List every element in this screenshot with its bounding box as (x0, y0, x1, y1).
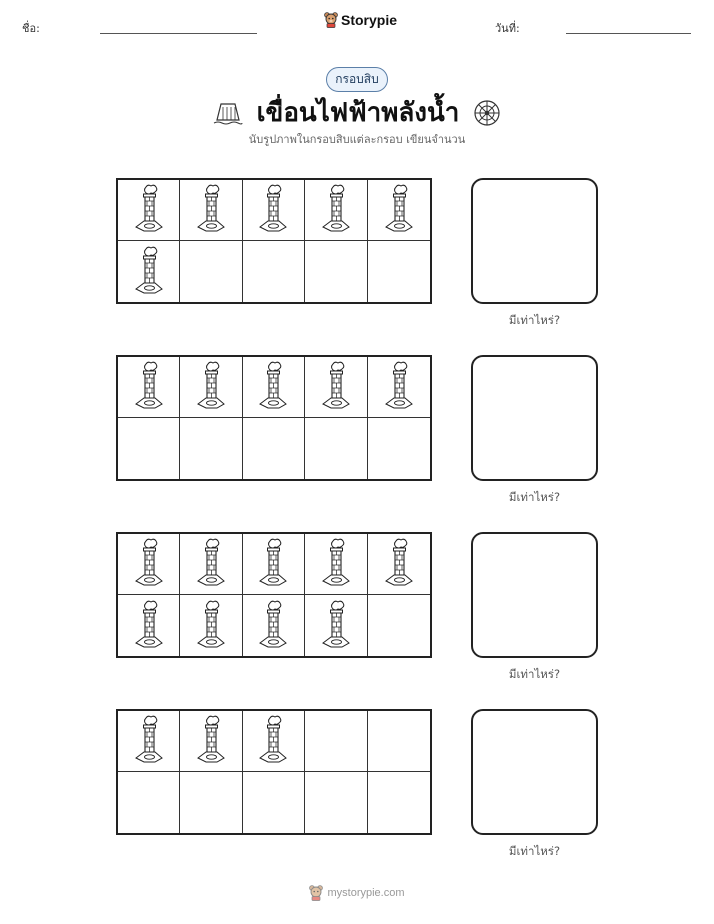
ten-frame-cell (180, 241, 242, 302)
date-field[interactable] (566, 33, 691, 34)
chimney-icon (258, 537, 288, 591)
chimney-icon (134, 360, 164, 414)
ten-frame-cell (368, 241, 430, 302)
dam-icon (213, 100, 243, 126)
ten-frame-cell (180, 772, 242, 833)
brand-name: Storypie (341, 12, 398, 28)
chimney-icon (134, 599, 164, 653)
ten-frame-cell (368, 357, 430, 418)
ten-frame-cell (118, 357, 180, 418)
ten-frame-cell (305, 418, 367, 479)
chimney-icon (196, 360, 226, 414)
ten-frame-cell (305, 595, 367, 656)
question-label-2: มีเท่าไหร่? (508, 490, 561, 504)
ten-frame-cell (305, 534, 367, 595)
chimney-icon (258, 360, 288, 414)
footer-url[interactable]: mystorypie.com (327, 887, 405, 899)
chimney-icon (134, 183, 164, 237)
ten-frame-4 (116, 709, 432, 835)
chimney-icon (196, 714, 226, 768)
storypie-bear-logo-icon (324, 12, 338, 28)
ten-frame-cell (118, 418, 180, 479)
ten-frame-cell (180, 595, 242, 656)
ten-frame-cell (305, 772, 367, 833)
ten-frame-cell (243, 711, 305, 772)
ten-frame-cell (118, 534, 180, 595)
ten-frame-cell (368, 772, 430, 833)
ten-frame-cell (368, 711, 430, 772)
chimney-icon (321, 360, 351, 414)
ten-frame-cell (368, 595, 430, 656)
chimney-icon (196, 599, 226, 653)
footer (0, 885, 714, 901)
answer-box-3[interactable] (471, 532, 598, 658)
ten-frame-cell (305, 357, 367, 418)
page-title: เขื่อนไฟฟ้าพลังน้ำ (256, 98, 460, 128)
name-field[interactable] (100, 33, 257, 34)
ten-frame-cell (118, 241, 180, 302)
brand (324, 12, 397, 28)
ten-frame-1 (116, 178, 432, 304)
ten-frame-cell (180, 534, 242, 595)
chimney-icon (196, 183, 226, 237)
answer-box-4[interactable] (471, 709, 598, 835)
chimney-icon (384, 537, 414, 591)
chimney-icon (384, 183, 414, 237)
ten-frame-3 (116, 532, 432, 658)
chimney-icon (321, 183, 351, 237)
ten-frame-cell (118, 711, 180, 772)
ten-frame-cell (118, 180, 180, 241)
question-label-1: มีเท่าไหร่? (508, 313, 561, 327)
ten-frame-cell (368, 534, 430, 595)
ten-frame-cell (243, 595, 305, 656)
chimney-icon (134, 714, 164, 768)
name-label: ชื่อ: (22, 22, 40, 35)
water-wheel-icon (473, 99, 501, 127)
chimney-icon (258, 714, 288, 768)
ten-frame-cell (368, 180, 430, 241)
chimney-icon (258, 183, 288, 237)
ten-frame-cell (118, 595, 180, 656)
ten-frame-cell (243, 772, 305, 833)
ten-frame-cell (305, 711, 367, 772)
chimney-icon (258, 599, 288, 653)
title-row (0, 92, 714, 133)
ten-frame-cell (243, 241, 305, 302)
ten-frame-cell (180, 357, 242, 418)
answer-box-1[interactable] (471, 178, 598, 304)
chimney-icon (321, 537, 351, 591)
question-label-4: มีเท่าไหร่? (508, 844, 561, 858)
chimney-icon (321, 599, 351, 653)
chimney-icon (134, 245, 164, 299)
topic-badge: กรอบสิบ (326, 67, 388, 92)
ten-frame-cell (180, 180, 242, 241)
ten-frame-cell (118, 772, 180, 833)
ten-frame-cell (368, 418, 430, 479)
chimney-icon (384, 360, 414, 414)
ten-frame-cell (305, 241, 367, 302)
answer-box-2[interactable] (471, 355, 598, 481)
ten-frame-2 (116, 355, 432, 481)
ten-frame-cell (180, 418, 242, 479)
storypie-bear-logo-icon (309, 885, 323, 901)
ten-frame-cell (243, 534, 305, 595)
chimney-icon (196, 537, 226, 591)
ten-frame-cell (180, 711, 242, 772)
ten-frame-cell (305, 180, 367, 241)
instructions: นับรูปภาพในกรอบสิบแต่ละกรอบ เขียนจำนวน (248, 133, 466, 146)
ten-frame-cell (243, 418, 305, 479)
date-label: วันที่: (495, 22, 520, 35)
ten-frame-cell (243, 180, 305, 241)
chimney-icon (134, 537, 164, 591)
ten-frame-cell (243, 357, 305, 418)
question-label-3: มีเท่าไหร่? (508, 667, 561, 681)
